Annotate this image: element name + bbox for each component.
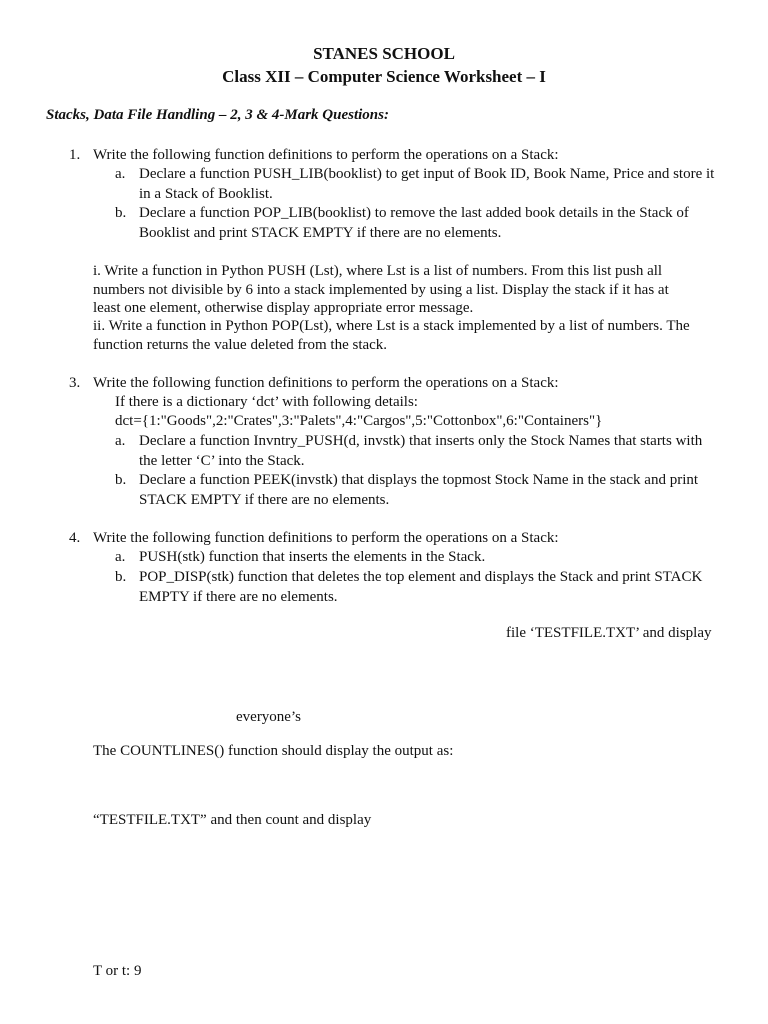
question-1a-letter: a. bbox=[115, 166, 126, 182]
question-3b-text: Declare a function PEEK(invstk) that displays the topmost Stock Name in the stack and print STACK EMPTY if there are no elements. bbox=[139, 472, 699, 508]
fragment-file-display: file ‘TESTFILE.TXT’ and display bbox=[506, 625, 712, 641]
question-1-number: 1. bbox=[69, 147, 81, 163]
question-3-dict-intro: If there is a dictionary ‘dct’ with following details: bbox=[115, 394, 418, 410]
question-3-dict-value: dct={1:"Goods",2:"Crates",3:"Palets",4:"Cargos",5:"Cottonbox",6:"Containers"} bbox=[115, 413, 603, 429]
question-1b-letter: b. bbox=[115, 205, 127, 221]
section-heading: Stacks, Data File Handling – 2, 3 & 4-Mark Questions: bbox=[46, 107, 389, 123]
question-3-text: Write the following function definitions to perform the operations on a Stack: bbox=[93, 375, 559, 391]
question-3-number: 3. bbox=[69, 375, 81, 391]
question-2-part-ii: ii. Write a function in Python POP(Lst), where Lst is a stack implemented by a list of numbers. The function returns the value deleted from the stack. bbox=[93, 318, 690, 353]
question-4a-text: PUSH(stk) function that inserts the elements in the Stack. bbox=[139, 549, 486, 565]
question-4-number: 4. bbox=[69, 530, 81, 546]
question-3a-text: Declare a function Invntry_PUSH(d, invstk) that inserts only the Stock Names that starts with the letter ‘C’ into the Stack. bbox=[139, 433, 703, 469]
fragment-testfile-count: “TESTFILE.TXT” and then count and display bbox=[93, 812, 372, 828]
question-2-part-i: i. Write a function in Python PUSH (Lst), where Lst is a list of numbers. From this list push all numbers not divisible by 6 into a stack implemented by using a list. Display the stack if it has at least one element, otherwise display appropriate error message. bbox=[93, 263, 669, 316]
question-3a-letter: a. bbox=[115, 433, 126, 449]
worksheet-title: Class XII – Computer Science Worksheet – I bbox=[222, 67, 546, 86]
fragment-everyone: everyone’s bbox=[236, 709, 301, 725]
question-1b-text: Declare a function POP_LIB(booklist) to remove the last added book details in the Stack of Booklist and print STACK EMPTY if there are no elements. bbox=[139, 205, 689, 241]
question-3b-letter: b. bbox=[115, 472, 127, 488]
school-name: STANES SCHOOL bbox=[313, 44, 455, 63]
fragment-countlines: The COUNTLINES() function should display the output as: bbox=[93, 743, 454, 759]
question-4-text: Write the following function definitions to perform the operations on a Stack: bbox=[93, 530, 559, 546]
footer-text: T or t: 9 bbox=[93, 963, 142, 979]
question-1a-text: Declare a function PUSH_LIB(booklist) to get input of Book ID, Book Name, Price and store it in a Stack of Booklist. bbox=[139, 166, 715, 202]
question-1-text: Write the following function definitions to perform the operations on a Stack: bbox=[93, 147, 559, 163]
question-4a-letter: a. bbox=[115, 549, 126, 565]
question-4b-letter: b. bbox=[115, 569, 127, 585]
question-4b-text: POP_DISP(stk) function that deletes the top element and displays the Stack and print STACK EMPTY if there are no elements. bbox=[139, 569, 703, 605]
